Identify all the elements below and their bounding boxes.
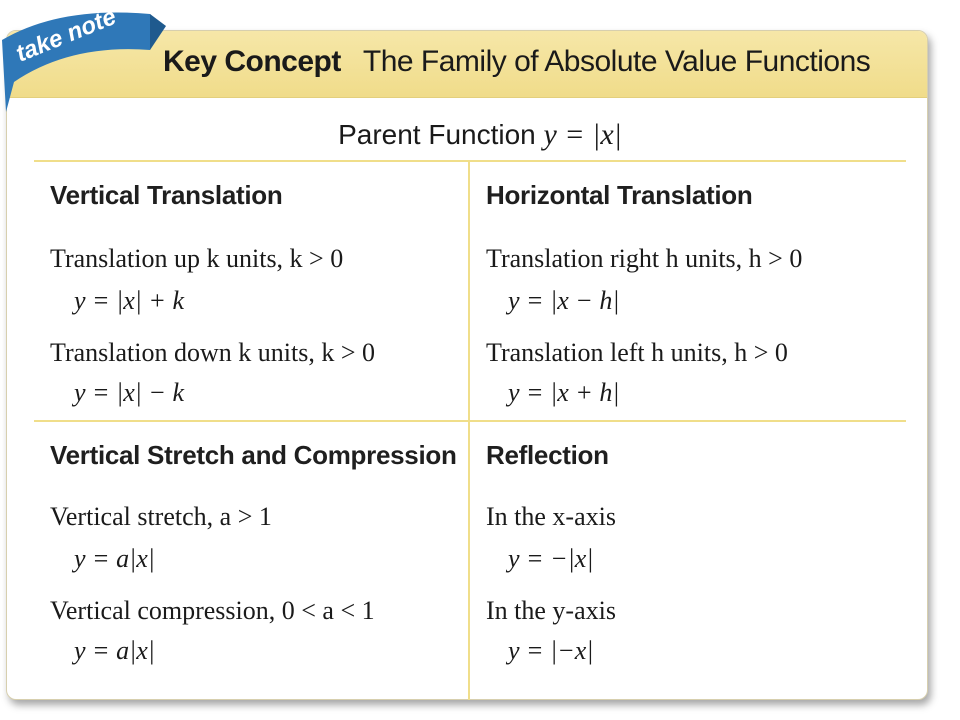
reflection-x-description: In the x-axis — [486, 502, 616, 531]
vertical-compression-description: Vertical compression, 0 < a < 1 — [50, 596, 375, 625]
concept-title: The Family of Absolute Value Functions — [362, 45, 871, 78]
divider-top — [34, 160, 906, 162]
vertical-up-description: Translation up k units, k > 0 — [50, 244, 344, 273]
vertical-compression-formula: y = a|x| — [74, 636, 155, 665]
parent-function — [0, 118, 960, 152]
divider-middle — [34, 420, 906, 422]
take-note-ribbon — [0, 0, 170, 120]
divider-vertical — [468, 162, 470, 700]
section-title-vertical-translation: Vertical Translation — [50, 180, 283, 210]
header-title — [163, 45, 870, 79]
vertical-down-formula: y = |x| − k — [74, 378, 185, 407]
parent-function-label: Parent Function — [338, 119, 536, 150]
parent-function-expr: y = |x| — [543, 118, 622, 151]
vertical-down-description: Translation down k units, k > 0 — [50, 338, 375, 367]
reflection-y-formula: y = |−x| — [508, 636, 594, 665]
section-title-horizontal-translation: Horizontal Translation — [486, 180, 753, 210]
section-title-stretch-compression: Vertical Stretch and Compression — [50, 440, 457, 470]
reflection-x-formula: y = −|x| — [508, 544, 594, 573]
reflection-y-description: In the y-axis — [486, 596, 616, 625]
horizontal-right-description: Translation right h units, h > 0 — [486, 244, 803, 273]
horizontal-right-formula: y = |x − h| — [508, 286, 620, 315]
vertical-stretch-description: Vertical stretch, a > 1 — [50, 502, 272, 531]
section-title-reflection: Reflection — [486, 440, 609, 470]
horizontal-left-formula: y = |x + h| — [508, 378, 620, 407]
vertical-up-formula: y = |x| + k — [74, 286, 185, 315]
horizontal-left-description: Translation left h units, h > 0 — [486, 338, 788, 367]
take-note-text: take note — [12, 3, 120, 68]
key-concept-label: Key Concept — [163, 45, 341, 78]
vertical-stretch-formula: y = a|x| — [74, 544, 155, 573]
